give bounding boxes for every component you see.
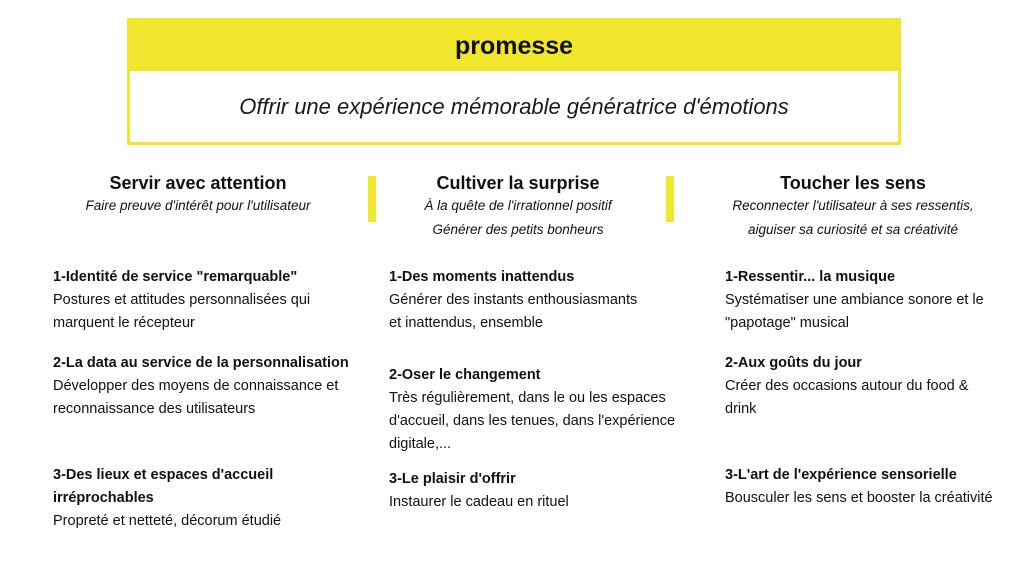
promise-title: promesse: [130, 21, 898, 71]
column-title: Servir avec attention: [109, 173, 287, 193]
item-description: Créer des occasions autour du food & drink: [725, 378, 969, 417]
item-title: 3-Le plaisir d'offrir: [389, 471, 516, 487]
item-title: 2-Aux goûts du jour: [725, 355, 862, 371]
item-title: 1-Des moments inattendus: [389, 269, 575, 285]
item-description: Développer des moyens de connaissance et reconnaissance des utilisateurs: [53, 378, 339, 417]
column-subtitle: À la quête de l'irrationnel positif: [424, 198, 612, 213]
list-item: [389, 468, 679, 514]
column-header-cultiver: [363, 172, 673, 242]
column-subtitle: Générer des petits bonheurs: [432, 222, 604, 237]
list-item: [725, 266, 1015, 335]
item-title: 3-Des lieux et espaces d'accueil irréprochables: [53, 467, 274, 506]
item-title: 2-Oser le changement: [389, 367, 541, 383]
list-item: [53, 464, 353, 533]
item-description: Bousculer les sens et booster la créativité: [725, 490, 993, 506]
item-description: Instaurer le cadeau en rituel: [389, 494, 569, 510]
list-item: [53, 266, 353, 335]
list-item: [389, 266, 639, 335]
column-title: Cultiver la surprise: [436, 173, 600, 193]
column-header-servir: [43, 172, 353, 218]
item-title: 1-Ressentir... la musique: [725, 269, 896, 285]
promise-statement: Offrir une expérience mémorable génératrice d'émotions: [239, 93, 789, 119]
item-description: Propreté et netteté, décorum étudié: [53, 513, 282, 529]
item-description: Systématiser une ambiance sonore et le "papotage" musical: [725, 292, 984, 331]
item-title: 2-La data au service de la personnalisation: [53, 355, 349, 371]
column-subtitle: aiguiser sa curiosité et sa créativité: [747, 222, 959, 237]
column-header-toucher: [698, 172, 1008, 242]
item-description: Postures et attitudes personnalisées qui marquent le récepteur: [53, 292, 311, 331]
item-description: Très régulièrement, dans le ou les espaces d'accueil, dans les tenues, dans l'expérience digitale,...: [389, 390, 676, 452]
item-title: 1-Identité de service "remarquable": [53, 269, 298, 285]
column-subtitle: Reconnecter l'utilisateur à ses ressentis,: [732, 198, 974, 213]
list-item: [389, 364, 684, 456]
column-title: Toucher les sens: [780, 173, 926, 193]
promise-box: [127, 18, 901, 145]
column-subtitle: Faire preuve d'intérêt pour l'utilisateur: [85, 198, 311, 213]
list-item: [725, 464, 1005, 510]
list-item: [725, 352, 990, 421]
item-title: 3-L'art de l'expérience sensorielle: [725, 467, 957, 483]
item-description: Générer des instants enthousiasmants et inattendus, ensemble: [389, 292, 638, 331]
list-item: [53, 352, 358, 421]
